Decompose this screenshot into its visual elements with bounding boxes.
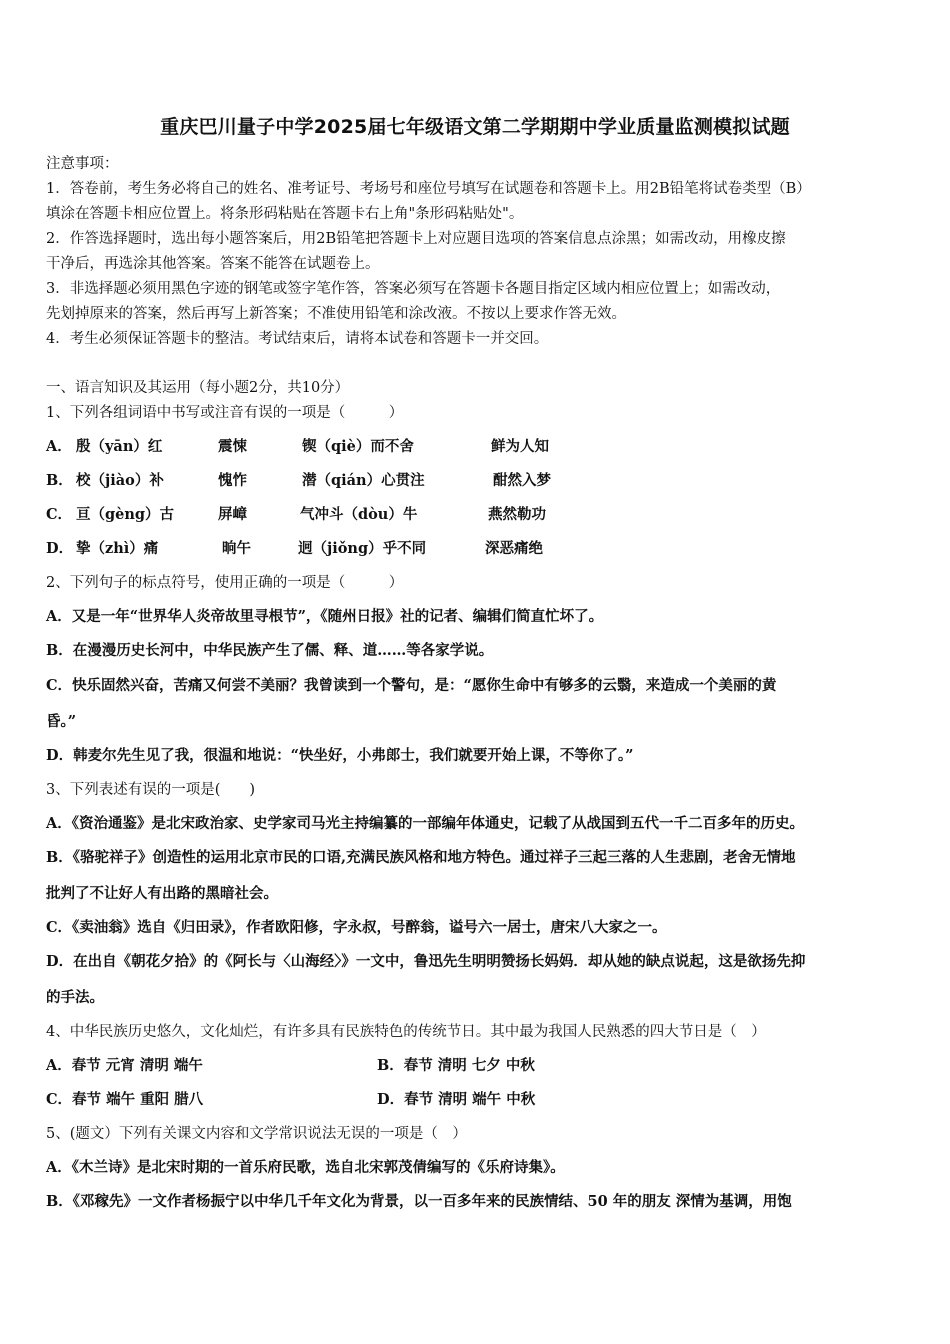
q5-option-a: A．《木兰诗》是北宋时期的一首乐府民歌，选自北宋郭茂倩编写的《乐府诗集》。	[46, 1159, 565, 1176]
q4-option-c: C．春节 端午 重阳 腊八	[46, 1091, 204, 1108]
q4-option-a: A．春节 元宵 清明 端午	[46, 1057, 203, 1074]
option-word: 潜（qián）心贯注	[302, 472, 425, 489]
option-word: 深恶痛绝	[485, 540, 543, 557]
option-word: 燕然勒功	[488, 506, 546, 523]
q3-option-a: A．《资治通鉴》是北宋政治家、史学家司马光主持编纂的一部编年体通史，记载了从战国到五代一千二百多年的历史。	[46, 815, 804, 832]
notice-line: 干净后，再选涂其他答案。答案不能答在试题卷上。	[46, 256, 380, 272]
q2-option-c-cont: 昏。”	[46, 713, 77, 730]
option-word: 愧怍	[218, 472, 247, 489]
q2-option-d: D．韩麦尔先生见了我，很温和地说：“快坐好，小弗郎士，我们就要开始上课，不等你了。”	[46, 747, 634, 764]
option-word: 屏嶂	[218, 506, 247, 523]
q4-option-d: D．春节 清明 端午 中秋	[377, 1091, 536, 1108]
option-word: 挚（zhì）痛	[76, 540, 159, 557]
question-2-stem: 2、下列句子的标点符号，使用正确的一项是（ ）	[46, 575, 404, 591]
q5-option-b: B．《邓稼先》一文作者杨振宁以中华几千年文化为背景，以一百多年来的民族情结、50 年的朋友 深情为基调，用饱	[46, 1193, 792, 1210]
option-word: 锲（qiè）而不舍	[302, 438, 414, 455]
notice-line: 2．作答选择题时，选出每小题答案后，用2B铅笔把答题卡上对应题目选项的答案信息点涂黑；如需改动，用橡皮擦	[46, 231, 786, 247]
option-word: 晌午	[222, 540, 251, 557]
notice-line: 先划掉原来的答案，然后再写上新答案；不准使用铅笔和涂改液。不按以上要求作答无效。	[46, 306, 626, 322]
option-label: B．	[46, 472, 73, 489]
section-heading: 一、语言知识及其运用（每小题2分，共10分）	[46, 380, 350, 396]
notice-line: 填涂在答题卡相应位置上。将条形码粘贴在答题卡右上角"条形码粘贴处"。	[46, 206, 524, 222]
option-word: 迥（jiǒng）乎不同	[298, 540, 427, 557]
option-word: 亘（gèng）古	[76, 506, 175, 523]
q3-option-c: C．《卖油翁》选自《归田录》，作者欧阳修，字永叔，号醉翁，谥号六一居士，唐宋八大家之一。	[46, 919, 667, 936]
notice-line: 4．考生必须保证答题卡的整洁。考试结束后，请将本试卷和答题卡一并交回。	[46, 331, 549, 347]
option-word: 震悚	[218, 438, 247, 455]
q4-option-b: B．春节 清明 七夕 中秋	[377, 1057, 535, 1074]
option-label: A．	[46, 438, 72, 455]
page-title: 重庆巴川量子中学2025届七年级语文第二学期期中学业质量监测模拟试题	[160, 116, 790, 138]
option-word: 殷（yān）红	[76, 438, 163, 455]
q2-option-c: C．快乐固然兴奋，苦痛又何尝不美丽？我曾读到一个警句，是：“愿你生命中有够多的云翳，来造成一个美丽的黄	[46, 677, 777, 694]
option-label: D．	[46, 540, 74, 557]
option-word: 校（jiào）补	[76, 472, 164, 489]
question-1-stem: 1、下列各组词语中书写或注音有误的一项是（ ）	[46, 405, 404, 421]
q3-option-d-cont: 的手法。	[46, 989, 104, 1006]
q3-option-b: B．《骆驼祥子》创造性的运用北京市民的口语,充满民族风格和地方特色。通过祥子三起三落的人生悲剧，老舍无情地	[46, 849, 796, 866]
option-label: C．	[46, 506, 73, 523]
option-word: 酣然入梦	[493, 472, 551, 489]
q3-option-b-cont: 批判了不让好人有出路的黑暗社会。	[46, 885, 278, 902]
question-3-stem: 3、下列表述有误的一项是( )	[46, 782, 256, 798]
q2-option-a: A．又是一年“世界华人炎帝故里寻根节”，《随州日报》社的记者、编辑们简直忙坏了。	[46, 608, 604, 625]
q2-option-b: B．在漫漫历史长河中，中华民族产生了儒、释、道……等各家学说。	[46, 642, 494, 659]
notice-line: 1．答卷前，考生务必将自己的姓名、准考证号、考场号和座位号填写在试题卷和答题卡上。用2B铅笔将试卷类型（B）	[46, 181, 811, 197]
option-word: 鲜为人知	[491, 438, 549, 455]
question-4-stem: 4、中华民族历史悠久，文化灿烂，有许多具有民族特色的传统节日。其中最为我国人民熟悉的四大节日是（ ）	[46, 1024, 766, 1040]
q3-option-d: D．在出自《朝花夕拾》的《阿长与〈山海经〉》一文中，鲁迅先生明明赞扬长妈妈．却从她的缺点说起，这是欲扬先抑	[46, 953, 806, 970]
notice-line: 3．非选择题必须用黑色字迹的钢笔或签字笔作答，答案必须写在答题卡各题目指定区域内相应位置上；如需改动，	[46, 281, 781, 297]
option-word: 气冲斗（dòu）牛	[300, 506, 418, 523]
question-5-stem: 5、(题文）下列有关课文内容和文学常识说法无误的一项是（ ）	[46, 1126, 467, 1142]
notice-heading: 注意事项：	[46, 156, 119, 172]
